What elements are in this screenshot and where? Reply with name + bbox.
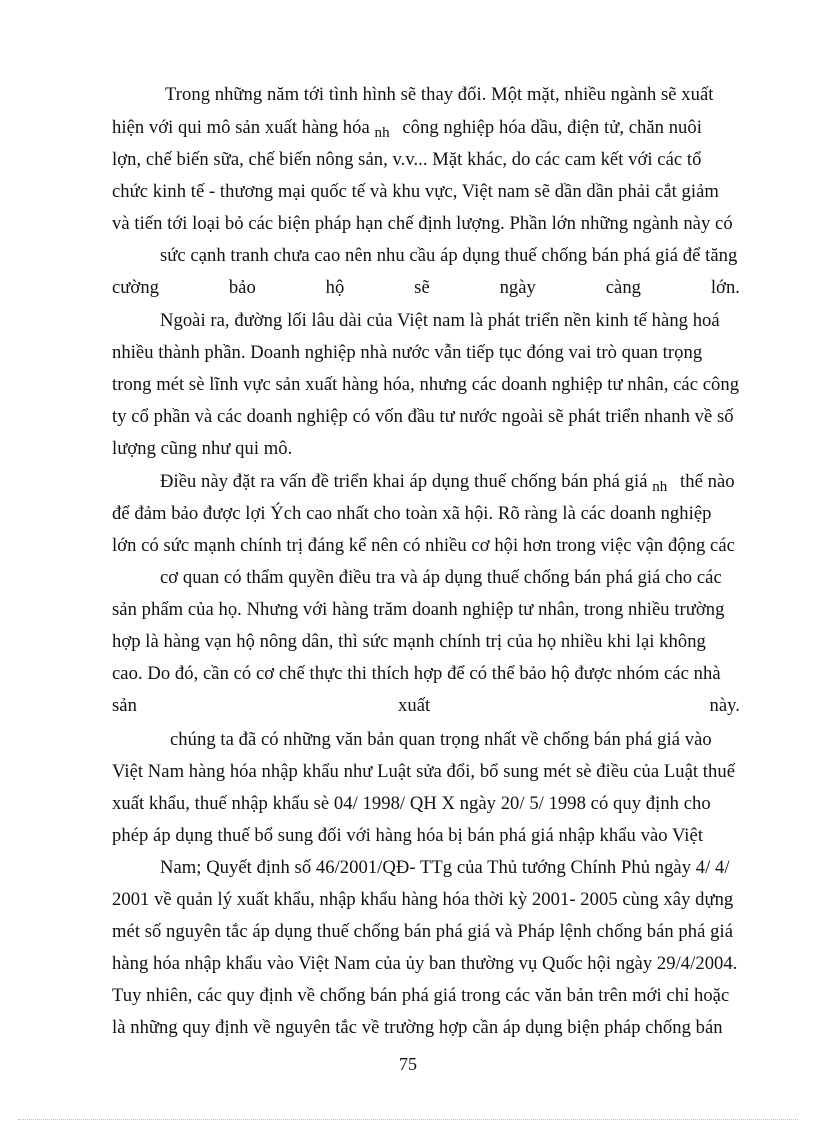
text-span: công nghiệp hóa dầu, điện tử, chăn nuôi: [402, 117, 702, 138]
text-line: 2001 về quản lý xuất khẩu, nhập khẩu hàng hóa thời kỳ 2001- 2005 cùng xây dựng: [112, 889, 734, 910]
text-span: thế nào: [680, 471, 735, 492]
word: ngày: [499, 277, 536, 298]
subscript-fragment: nh: [374, 125, 390, 141]
text-line: trong mét sè lĩnh vực sản xuất hàng hóa, nhưng các doanh nghiệp tư nhân, các công: [112, 374, 740, 395]
text-line: sản phẩm của họ. Nhưng với hàng trăm doanh nghiệp tư nhân, trong nhiều trường: [112, 599, 725, 620]
justified-line: [112, 276, 740, 300]
text-line: lợn, chế biến sữa, chế biến nông sản, v.v... Mặt khác, do các cam kết với các tổ: [112, 149, 702, 170]
word: này.: [709, 695, 740, 716]
page-number: 75: [399, 1054, 417, 1074]
text-line: Nam; Quyết định số 46/2001/QĐ- TTg của Thủ tướng Chính Phủ ngày 4/ 4/: [160, 857, 730, 878]
word: cường: [112, 277, 160, 298]
text-line: mét số nguyên tắc áp dụng thuế chống bán phá giá và Pháp lệnh chống bán phá giá: [112, 921, 733, 942]
text-line: nhiều thành phần. Doanh nghiệp nhà nước vẫn tiếp tục đóng vai trò quan trọng: [112, 342, 703, 363]
text-line: ty cổ phần và các doanh nghiệp có vốn đầu tư nước ngoài sẽ phát triển nhanh về số: [112, 406, 734, 427]
text-line: hợp là hàng vạn hộ nông dân, thì sức mạnh chính trị của họ nhiều khi lại không: [112, 631, 706, 652]
subscript-fragment: nh: [652, 479, 668, 495]
text-line: chúng ta đã có những văn bản quan trọng nhất về chống bán phá giá vào: [170, 729, 712, 750]
word: bảo: [228, 277, 256, 298]
word: xuất: [398, 695, 431, 716]
text-line: Việt Nam hàng hóa nhập khẩu như Luật sửa đổi, bổ sung mét sè điều của Luật thuế: [112, 761, 735, 782]
text-line: [160, 470, 735, 495]
word: hộ: [325, 277, 345, 298]
text-line: Trong những năm tới tình hình sẽ thay đổi. Một mặt, nhiều ngành sẽ xuất: [165, 84, 714, 105]
text-line: Tuy nhiên, các quy định về chống bán phá giá trong các văn bản trên mới chỉ hoặc: [112, 985, 730, 1006]
text-line: lớn có sức mạnh chính trị đáng kể nên có nhiều cơ hội hơn trong việc vận động các: [112, 535, 735, 556]
text-line: để đảm bảo được lợi Ých cao nhất cho toàn xã hội. Rõ ràng là các doanh nghiệp: [112, 503, 712, 524]
text-line: chức kinh tế - thương mại quốc tế và khu vực, Việt nam sẽ dần dần phải cắt giảm: [112, 181, 719, 202]
text-line: xuất khẩu, thuế nhập khẩu sè 04/ 1998/ QH X ngày 20/ 5/ 1998 có quy định cho: [112, 793, 711, 814]
word: sản: [112, 695, 137, 716]
text-line: lượng cũng như qui mô.: [112, 438, 293, 459]
text-line: là những quy định về nguyên tắc về trường hợp cần áp dụng biện pháp chống bán: [112, 1017, 723, 1038]
text-line: Ngoài ra, đường lối lâu dài của Việt nam là phát triển nền kinh tế hàng hoá: [160, 310, 720, 331]
word: sẽ: [414, 277, 430, 298]
text-line: hàng hóa nhập khẩu vào Việt Nam của ủy ban thường vụ Quốc hội ngày 29/4/2004.: [112, 953, 738, 974]
word: càng: [605, 277, 642, 298]
text-line: phép áp dụng thuế bổ sung đối với hàng hóa bị bán phá giá nhập khẩu vào Việt: [112, 825, 704, 846]
text-span: Điều này đặt ra vấn đề triển khai áp dụng thuế chống bán phá giá: [160, 471, 648, 492]
text-span: hiện với qui mô sản xuất hàng hóa: [112, 117, 370, 138]
text-line: cao. Do đó, cần có cơ chế thực thi thích hợp để có thể bảo hộ được nhóm các nhà: [112, 663, 721, 684]
text-line: và tiến tới loại bỏ các biện pháp hạn chế định lượng. Phần lớn những ngành này có: [112, 213, 733, 234]
page-border: [18, 1119, 798, 1120]
text-line: cơ quan có thẩm quyền điều tra và áp dụng thuế chống bán phá giá cho các: [160, 567, 722, 588]
text-line: sức cạnh tranh chưa cao nên nhu cầu áp dụng thuế chống bán phá giá để tăng: [160, 245, 738, 266]
text-line: [112, 116, 740, 141]
word: lớn.: [710, 277, 740, 298]
